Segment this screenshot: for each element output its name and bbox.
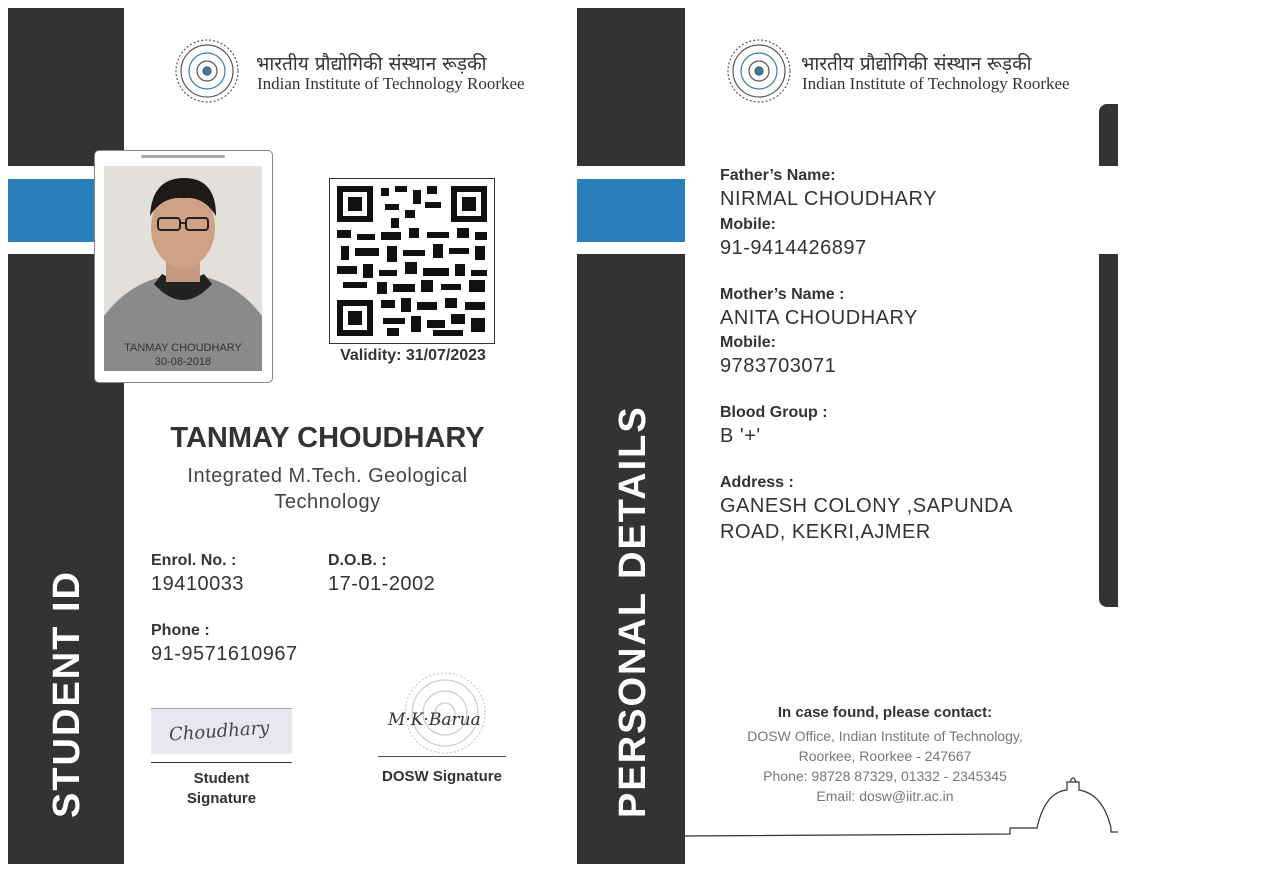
address-label: Address : (720, 474, 794, 491)
validity-text: Validity: 31/07/2023 (340, 347, 486, 364)
father-mobile-value: 91-9414426897 (720, 237, 867, 259)
student-name: TANMAY CHOUDHARY (170, 422, 485, 454)
student-signature-script: Choudhary (168, 717, 271, 746)
father-mobile-label: Mobile: (720, 216, 776, 233)
back-band-top (577, 8, 685, 166)
contact-line-4: Email: dosw@iitr.ac.in (816, 788, 954, 804)
address-line-2: ROAD, KEKRI,AJMER (720, 521, 931, 543)
dob-value: 17-01-2002 (328, 573, 436, 595)
institute-name-hindi: भारतीय प्रौद्योगिकी संस्थान रूड़की (256, 53, 487, 75)
contact-line-3: Phone: 98728 87329, 01332 - 2345345 (763, 768, 1007, 784)
student-signature-image (151, 708, 292, 754)
back-band-blue (577, 179, 685, 242)
phone-label: Phone : (151, 622, 210, 639)
front-side-label: STUDENT ID (46, 570, 88, 818)
mother-name-value: ANITA CHOUDHARY (720, 307, 918, 329)
dosw-signature-script: M·K·Barua (388, 710, 481, 730)
contact-title: In case found, please contact: (777, 704, 993, 721)
institute-name-hindi-back: भारतीय प्रौद्योगिकी संस्थान रूड़की (801, 53, 1032, 75)
student-signature-label-1: Student (193, 770, 250, 787)
address-line-1: GANESH COLONY ,SAPUNDA (720, 495, 1013, 517)
dob-label: D.O.B. : (328, 552, 387, 569)
institute-name-english: Indian Institute of Technology Roorkee (257, 74, 525, 93)
back-edge-tab-bottom (1099, 254, 1118, 607)
photo-caption-name: TANMAY CHOUDHARY (124, 342, 242, 354)
student-photo-frame (94, 150, 273, 383)
institute-name-english-back: Indian Institute of Technology Roorkee (802, 74, 1070, 93)
student-signature-label-2: Signature (186, 790, 257, 807)
father-name-label: Father’s Name: (720, 167, 836, 184)
mother-mobile-value: 9783703071 (720, 355, 837, 377)
qr-code-icon (329, 178, 495, 344)
back-edge-tab-top (1099, 104, 1118, 166)
iitr-logo-back-icon (724, 38, 794, 104)
mother-name-label: Mother’s Name : (720, 286, 845, 303)
contact-line-2: Roorkee, Roorkee - 247667 (798, 748, 972, 764)
institute-building-outline-icon (685, 772, 1120, 840)
dosw-signature-label: DOSW Signature (381, 768, 502, 785)
blood-group-value: B '+' (720, 425, 761, 447)
contact-line-1: DOSW Office, Indian Institute of Technology, (747, 728, 1023, 744)
iitr-logo-icon (172, 38, 242, 104)
enrol-label: Enrol. No. : (151, 552, 237, 569)
dosw-signature-line (378, 756, 506, 757)
enrol-value: 19410033 (151, 573, 244, 595)
program-line-2: Technology (274, 491, 381, 513)
back-side-label: PERSONAL DETAILS (612, 405, 654, 818)
student-signature-line (151, 762, 292, 763)
student-photo (104, 166, 262, 371)
front-band-top (8, 8, 124, 166)
mother-mobile-label: Mobile: (720, 334, 776, 351)
photo-caption-date: 30-08-2018 (154, 356, 212, 368)
phone-value: 91-9571610967 (151, 643, 298, 665)
blood-group-label: Blood Group : (720, 404, 828, 421)
father-name-value: NIRMAL CHOUDHARY (720, 188, 937, 210)
program-line-1: Integrated M.Tech. Geological (187, 465, 468, 487)
